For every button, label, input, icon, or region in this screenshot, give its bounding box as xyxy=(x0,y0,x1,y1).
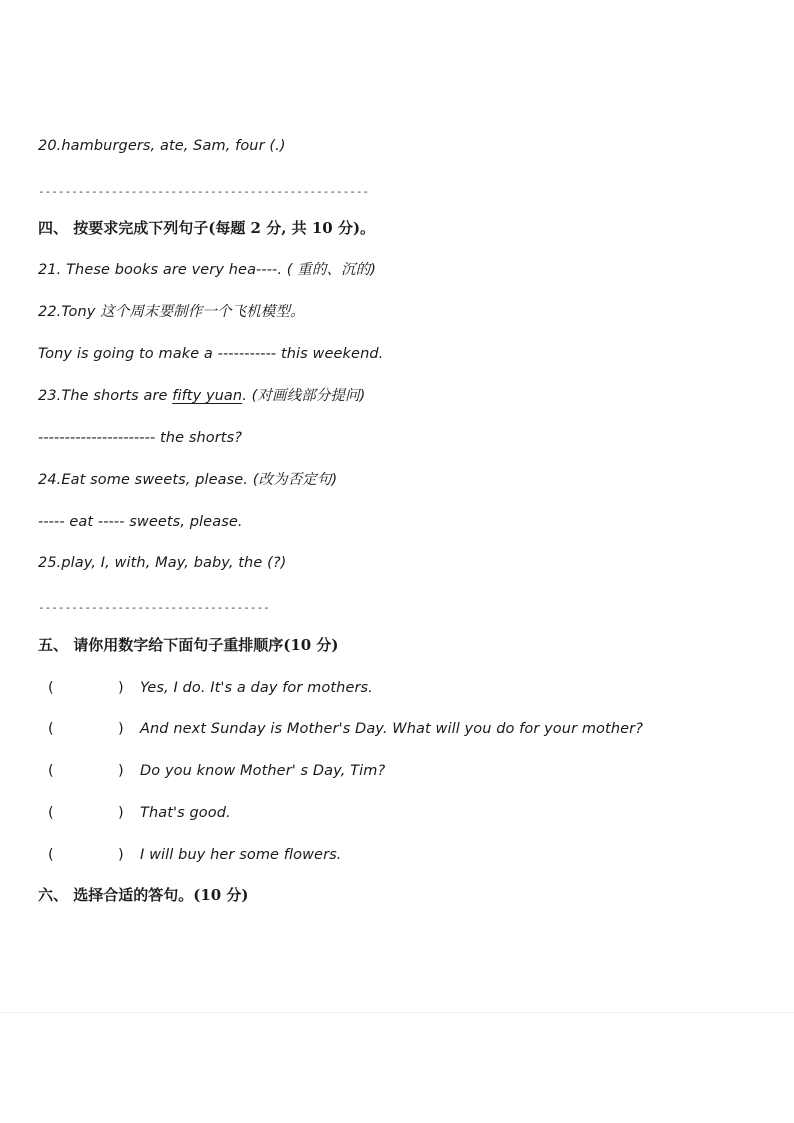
question-24-answer-line: ----- eat ----- sweets, please. xyxy=(38,514,243,530)
question-24-prompt: 24.Eat some sweets, please. (改为否定句) xyxy=(38,472,338,488)
question-23-answer-line: ---------------------- the shorts? xyxy=(38,430,243,446)
order-item-2 xyxy=(48,719,643,739)
order-blank-close: ) xyxy=(118,847,124,863)
section-6-heading: 六、 选择合适的答句。(10 分) xyxy=(38,886,249,904)
order-item-text: And next Sunday is Mother's Day. What will you do for your mother? xyxy=(140,721,643,737)
answer-line-20: -------------------------------------------------- xyxy=(38,185,370,198)
question-22-answer-line: Tony is going to make a ----------- this weekend. xyxy=(38,346,384,362)
order-item-3 xyxy=(48,761,385,781)
section-5-heading: 五、 请你用数字给下面句子重排顺序(10 分) xyxy=(38,636,339,654)
order-blank-open[interactable]: ( xyxy=(48,680,54,696)
answer-line-25: ----------------------------------- xyxy=(38,601,270,614)
order-item-5 xyxy=(48,845,342,865)
order-blank-open[interactable]: ( xyxy=(48,805,54,821)
order-blank-open[interactable]: ( xyxy=(48,721,54,737)
question-20 xyxy=(38,136,286,156)
order-blank-close: ) xyxy=(118,680,124,696)
question-22-prompt: 22.Tony 这个周末要制作一个飞机模型。 xyxy=(38,304,305,320)
question-21: 21. These books are very hea----. ( 重的、沉的) xyxy=(38,262,377,278)
order-item-text: That's good. xyxy=(140,805,231,821)
order-item-1 xyxy=(48,678,373,698)
question-25: 25.play, I, with, May, baby, the (?) xyxy=(38,555,287,571)
page-bottom-divider xyxy=(0,1012,794,1013)
order-blank-close: ) xyxy=(118,805,124,821)
section-4-heading: 四、 按要求完成下列句子(每题 2 分, 共 10 分)。 xyxy=(38,219,376,237)
order-blank-close: ) xyxy=(118,721,124,737)
order-item-text: Yes, I do. It's a day for mothers. xyxy=(140,680,373,696)
order-blank-close: ) xyxy=(118,763,124,779)
order-item-text: Do you know Mother' s Day, Tim? xyxy=(140,763,386,779)
order-item-text: I will buy her some flowers. xyxy=(140,847,342,863)
order-blank-open[interactable]: ( xyxy=(48,847,54,863)
order-item-4 xyxy=(48,803,231,823)
question-20-text: 20.hamburgers, ate, Sam, four (.) xyxy=(38,138,286,154)
question-23-prompt: 23.The shorts are fifty yuan. (对画线部分提问) xyxy=(38,388,366,404)
order-blank-open[interactable]: ( xyxy=(48,763,54,779)
underlined-phrase: fifty yuan xyxy=(172,388,243,404)
